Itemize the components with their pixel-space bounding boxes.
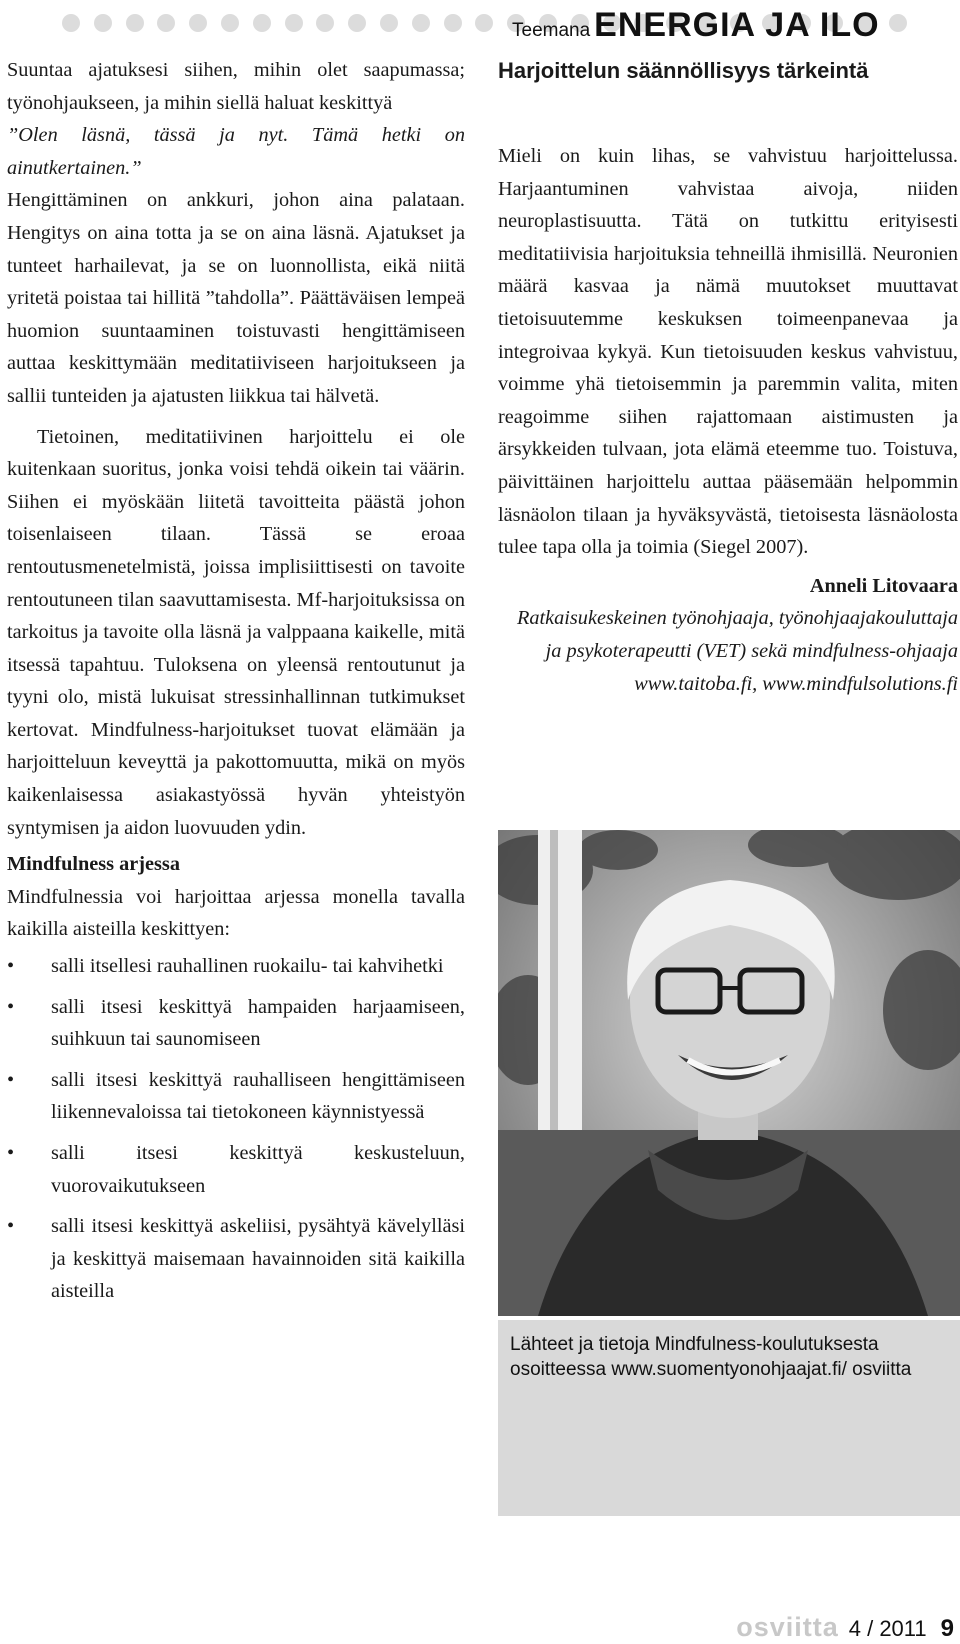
quote-paragraph: ”Olen läsnä, tässä ja nyt. Tämä hetki on ainutkertainen.”: [7, 124, 465, 179]
list-item: [7, 950, 465, 983]
section-heading: Harjoittelun säännöllisyys tärkeintä: [498, 58, 869, 83]
intro-paragraph: Suuntaa ajatuksesi siihen, mihin olet saapumassa; työnohjaukseen, ja mihin siellä haluat keskittyä: [7, 59, 465, 114]
breathing-paragraph: Hengittäminen on ankkuri, johon aina palataan. Hengitys on aina totta ja se on aina läsnä. Ajatukset ja tunteet harhailevat, ja se on luonnollista, eikä niitä yritetä poistaa tai hillitä ”tahdolla”. Päättäväisen lempeä huomion suuntaaminen toistuvasti hengittämiseen auttaa keskittymään meditatiiviseen harjoitukseen ja sallii tunteiden ja ajatusten liikkua tai hälvetä.: [7, 189, 465, 407]
bullet-icon: •: [7, 1068, 15, 1091]
practice-list: [7, 950, 465, 1308]
right-column: [498, 140, 958, 700]
sources-box: [498, 1320, 960, 1516]
list-item: [7, 1210, 465, 1308]
page-footer: [736, 1612, 954, 1643]
author-photo: [498, 830, 960, 1316]
list-item-text: salli itsesi keskittyä hampaiden harjaamiseen, suihkuun tai saunomiseen: [51, 995, 465, 1051]
author-photo-image: [498, 830, 960, 1316]
section-subheading: Mindfulness arjessa: [7, 853, 180, 876]
list-item-text: salli itsesi keskittyä keskusteluun, vuorovaikutukseen: [51, 1142, 465, 1197]
list-item: [7, 1137, 465, 1202]
practice-paragraph: Tietoinen, meditatiivinen harjoittelu ei ole kuitenkaan suoritus, jonka voisi tehdä oikein tai väärin. Siihen ei myöskään liitetä tavoitteita päästä johon toisenlaiseen tilaan. Tässä se eroaa rentoutusmenetelmistä, joissa implisiittisesti on tavoite rentoutuneen tilan saavuttamisesta. Mf-harjoituksissa on tarkoitus ja tavoite olla läsnä ja valppaana kaikelle, mitä itsessä tapahtuu. Tuloksena on yleensä rentoutunut ja tyyni olo, mistä lukuisat stressinhallinnan tutkimukset kertovat. Mindfulness-harjoitukset tuovat elämään ja harjoitteluun keveyttä ja pakottomuutta, mikä on myös kaikenlaisessa asiakastyössä hyvän yhteistyön syntymisen ja aidon luovuuden ydin.: [7, 425, 465, 839]
theme-header: [512, 6, 880, 45]
bullet-icon: •: [7, 995, 15, 1018]
magazine-name: osviitta: [736, 1612, 839, 1642]
bullet-icon: •: [7, 1142, 15, 1164]
neuroplasticity-paragraph: Mieli on kuin lihas, se vahvistuu harjoittelussa. Harjaantuminen vahvistaa aivoja, niiden neuroplastisuutta. Tätä on tutkittu erityisesti meditatiivisia harjoituksia tehneillä ihmisillä. Neuronien määrä kasvaa ja nämä muutokset muuttavat tietoisuutemme keskuksen toimeenpanevaa ja integroivaa kykyä. Kun tietoisuuden keskus vahvistuu, voimme yhä tietoisemmin ja paremmin valita, miten reagoimme siihen rajattomaan aistimusten ja ärsykkeiden tulvaan, jota elämä eteemme tuo. Toistuva, päivittäinen harjoittelu auttaa pääsemään helpommin läsnäolon tilaan ja hyväksyvästä, tietoisesta läsnäolosta tulee tapa olla ja toimia (Siegel 2007).: [498, 145, 958, 559]
page-number: 9: [940, 1615, 954, 1642]
bullet-icon: •: [7, 955, 15, 978]
sources-text: Lähteet ja tietoja Mindfulness-koulutuksesta osoitteessa www.suomentyonohjaajat.fi/ osviitta: [510, 1334, 912, 1380]
list-item: [7, 991, 465, 1056]
author-name: Anneli Litovaara: [809, 574, 958, 597]
theme-title: ENERGIA JA ILO: [594, 6, 880, 44]
theme-prefix: Teemana: [512, 20, 591, 41]
list-item-text: salli itsellesi rauhallinen ruokailu- tai kahvihetki: [51, 955, 444, 978]
bullet-icon: •: [7, 1215, 15, 1238]
list-item-text: salli itsesi keskittyä rauhalliseen hengittämiseen liikennevaloissa tai tietokoneen käynnistyessä: [51, 1068, 465, 1124]
list-item-text: salli itsesi keskittyä askeliisi, pysähtyä kävelylläsi ja keskittyä maisemaan havainnoiden sitä kaikilla aisteilla: [51, 1215, 465, 1303]
everyday-intro-paragraph: Mindfulnessia voi harjoittaa arjessa monella tavalla kaikilla aisteilla keskittyen:: [7, 885, 465, 941]
left-column: [7, 54, 465, 1316]
issue-number: 4 / 2011: [848, 1616, 927, 1641]
author-role: Ratkaisukeskeinen työnohjaaja, työnohjaajakouluttaja ja psykoterapeutti (VET) sekä mindfulness-ohjaaja www.taitoba.fi, www.mindfulsolutions.fi: [516, 607, 958, 695]
list-item: [7, 1064, 465, 1129]
